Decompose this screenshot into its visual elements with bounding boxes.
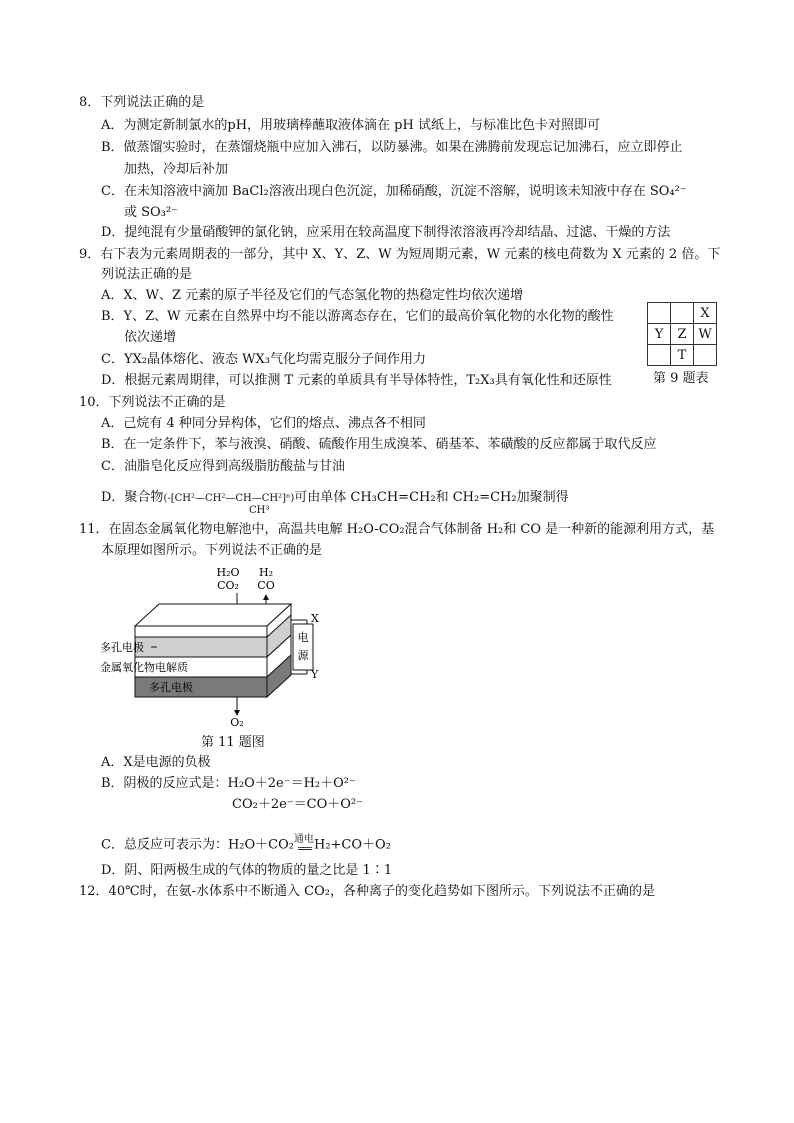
q8-option-a: A．为测定新制氯水的pH，用玻璃棒蘸取液体滴在 pH 试纸上，与标准比色卡对照即可: [101, 118, 600, 133]
q9-option-a: A．X、W、Z 元素的原子半径及它们的气态氢化物的热稳定性均依次递增: [101, 288, 524, 303]
q11-option-d: D．阴、阳两极生成的气体的物质的量之比是 1∶1: [101, 863, 393, 878]
q12-stem: 12．40℃时，在氨-水体系中不断通入 CO₂，各种离子的变化趋势如下图所示。下列说法不正确的是: [79, 884, 655, 899]
electrolysis-cell-diagram: [95, 560, 335, 730]
label-co2: CO₂: [217, 579, 239, 592]
cell-r3c1: [648, 345, 671, 366]
cell-x: X: [694, 303, 717, 324]
q8-stem: 8．下列说法正确的是: [79, 95, 205, 110]
polymer-branch: CH³: [249, 505, 270, 516]
q10-option-c: C．油脂皂化反应得到高级脂肪酸盐与甘油: [101, 459, 345, 474]
q8-option-b: B．做蒸馏实验时，在蒸馏烧瓶中应加入沸石，以防暴沸。如果在沸腾前发现忘记加沸石，应立即停止: [101, 140, 683, 155]
label-o2: O₂: [230, 716, 244, 729]
periodic-table-fragment: [647, 302, 717, 366]
q11-stem-cont: 本原理如图所示。下列说法不正确的是: [101, 543, 323, 558]
label-co: CO: [257, 579, 275, 592]
cell-r3c3: [694, 345, 717, 366]
q8-option-c: C．在未知溶液中滴加 BaCl₂溶液出现白色沉淀，加稀硝酸，沉淀不溶解，说明该未知液中存在 SO₄²⁻: [101, 184, 687, 199]
cell-t: T: [671, 345, 694, 366]
label-electrolyte: 金属氧化物电解质: [100, 661, 188, 674]
label-porous-electrode-top: 多孔电极: [100, 641, 144, 654]
power-label-1: 电: [297, 631, 309, 644]
terminal-x: X: [311, 612, 319, 625]
q10-option-d: [101, 489, 569, 508]
q9-option-b: B．Y、Z、W 元素在自然界中均不能以游离态存在，它们的最高价氧化物的水化物的酸性: [101, 309, 614, 324]
q8-option-c-cont: 或 SO₃²⁻: [124, 205, 178, 220]
q9-option-c: C．YX₂晶体熔化、液态 WX₃气化均需克服分子间作用力: [101, 352, 426, 367]
label-h2: H₂: [258, 566, 274, 579]
q9-stem-cont: 列说法正确的是: [101, 267, 193, 282]
q10-option-a: A．己烷有 4 种同分异构体，它们的熔点、沸点各不相同: [101, 416, 426, 431]
q11-option-c-prefix: C．总反应可表示为：H₂O＋CO₂: [101, 837, 294, 853]
q11-option-c: [101, 835, 391, 855]
q10-option-b: B．在一定条件下，苯与液溴、硝酸、硫酸作用生成溴苯、硝基苯、苯磺酸的反应都属于取代反应: [101, 437, 657, 452]
q11-option-b-cont: CO₂＋2e⁻＝CO＋O²⁻: [232, 797, 363, 812]
q10-option-d-prefix: D．聚合物: [101, 490, 164, 505]
q11-option-a: A．X是电源的负极: [101, 755, 211, 770]
reaction-condition: 通电: [293, 834, 314, 845]
q11-option-b: B．阴极的反应式是：H₂O＋2e⁻＝H₂＋O²⁻: [101, 776, 356, 791]
terminal-y: Y: [311, 668, 319, 681]
reaction-arrow: 通电 ═══: [293, 834, 314, 855]
q10-stem: 10．下列说法不正确的是: [79, 395, 226, 410]
q9-option-d: D．根据元素周期律，可以推测 T 元素的单质具有半导体特性，T₂X₃具有氧化性和还原性: [101, 373, 612, 388]
q8-option-b-cont: 加热，冷却后补加: [124, 162, 229, 177]
cell-z: Z: [671, 324, 694, 345]
q9-stem: 9．右下表为元素周期表的一部分，其中 X、Y、Z、W 为短周期元素，W 元素的核电荷数为 X 元素的 2 倍。下: [79, 247, 721, 262]
cell-y: Y: [648, 324, 671, 345]
q9-option-b-cont: 依次递增: [124, 330, 177, 345]
polymer-formula: (-[CH²—CH²—CH—CH²]ⁿ): [163, 493, 295, 504]
arrow-out-head: [263, 594, 269, 600]
q11-option-c-suffix: H₂+CO＋O₂: [313, 837, 391, 853]
q10-option-d-suffix: 可由单体 CH₃CH=CH₂和 CH₂=CH₂加聚制得: [294, 490, 569, 505]
label-h2o: H₂O: [216, 566, 240, 579]
cell-w: W: [694, 324, 717, 345]
cell-top-face: [135, 604, 291, 626]
power-label-2: 源: [297, 649, 309, 662]
q8-option-d: D．提纯混有少量硝酸钾的氯化钠，应采用在较高温度下制得浓溶液再冷却结晶、过滤、干燥的方法: [101, 225, 671, 240]
cell-r1c2: [671, 303, 694, 324]
table-caption: 第 9 题表: [653, 371, 709, 386]
q11-stem: 11．在固态金属氧化物电解池中，高温共电解 H₂O-CO₂混合气体制备 H₂和 CO 是一种新的能源利用方式，基: [79, 522, 715, 537]
label-porous-electrode-bottom: 多孔电极: [149, 681, 193, 694]
figure-caption: 第 11 题图: [201, 735, 265, 750]
cell-r1c1: [648, 303, 671, 324]
